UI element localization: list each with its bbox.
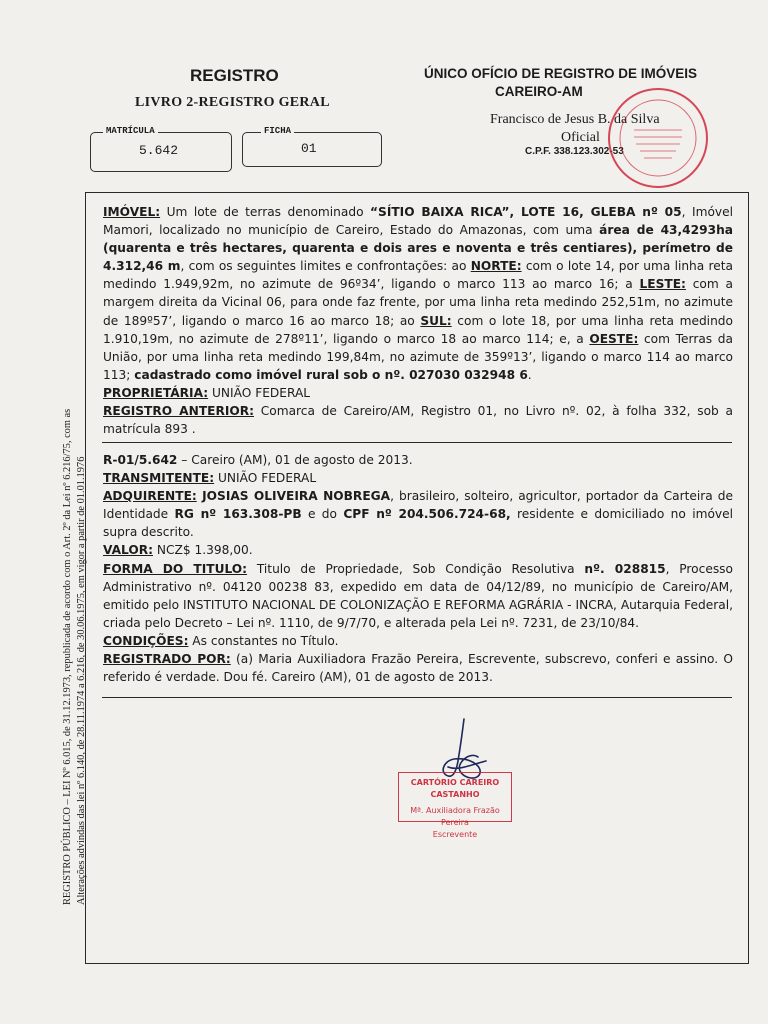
- forma-titulo-text: , Processo Administrativo nº. 04120 00238 83, expedido em data de 04/12/89, no município de Careiro/AM, emitido pelo INSTITUTO NACIONAL DE COLONIZAÇÃO E REFORMA AGRÁRIA - INCRA, Autarquia Federal, criada pelo Decreto – Lei nº. 1110, de 9/7/70, e alterada pela Lei nº. 7231, de 23/10/84.: [103, 561, 733, 630]
- transmitente-line: [103, 469, 733, 487]
- property-section: [103, 203, 733, 438]
- imovel-text: com o lote 14, por uma linha reta medindo 1.949,92m, no azimute de 96º34’, ligando o marco 113 ao marco 16; a: [103, 259, 733, 292]
- valor-value: NCZ$ 1.398,00.: [153, 543, 253, 558]
- adquirente-cpf: CPF nº 204.506.724-68,: [343, 507, 511, 522]
- imovel-text: , com os seguintes limites e confrontações: ao: [180, 259, 471, 274]
- r01-date: – Careiro (AM), 01 de agosto de 2013.: [177, 453, 413, 467]
- forma-titulo-text: Titulo de Propriedade, Sob Condição Resolutiva: [247, 561, 585, 576]
- office-name: ÚNICO OFÍCIO DE REGISTRO DE IMÓVEIS: [424, 66, 698, 81]
- transmitente-value: UNIÃO FEDERAL: [214, 471, 317, 486]
- condicoes-label: CONDIÇÕES:: [103, 633, 189, 648]
- clerk-stamp-role: Escrevente: [432, 830, 478, 839]
- property-description: [103, 203, 733, 384]
- forma-titulo-label: FORMA DO TITULO:: [103, 561, 248, 576]
- proprietaria-label: PROPRIETÁRIA:: [103, 385, 209, 400]
- clerk-stamp: [398, 772, 512, 839]
- r01-number: R-01/5.642: [103, 453, 178, 467]
- registro-anterior-label: REGISTRO ANTERIOR:: [103, 404, 254, 419]
- imovel-text: com a margem direita da Vicinal 06, para onde faz frente, por uma linha reta medindo 252,51m, no azimute de 189º57’, ligando o marco 16 ao marco 18; ao: [103, 277, 733, 328]
- adquirente-text: , brasileiro, solteiro, agricultor, portador da Carteira de Identidade: [103, 489, 733, 522]
- r01-section: [103, 451, 733, 686]
- imovel-cadastro: cadastrado como imóvel rural sob o nº. 027030 032948 6: [134, 367, 528, 382]
- condicoes-value: As constantes no Título.: [188, 633, 339, 648]
- oeste-label: OESTE:: [589, 331, 639, 346]
- adquirente-text: residente e domiciliado no imóvel supra descrito.: [103, 507, 734, 540]
- imovel-name: “SÍTIO BAIXA RICA”, LOTE 16, GLEBA nº 05: [370, 205, 682, 219]
- proprietaria-value: UNIÃO FEDERAL: [208, 385, 311, 400]
- sul-label: SUL:: [420, 313, 452, 328]
- section-divider: [102, 442, 732, 443]
- leste-label: LESTE:: [639, 277, 686, 292]
- section-divider: [102, 697, 732, 698]
- imovel-label: IMÓVEL:: [103, 205, 161, 219]
- ficha-box: [242, 126, 382, 167]
- officer-name: Francisco de Jesus B. da Silva: [490, 112, 660, 127]
- imovel-text: Um lote de terras denominado: [160, 205, 371, 219]
- valor-line: [103, 541, 733, 559]
- ficha-value: 01: [301, 141, 317, 156]
- officer-cpf: C.P.F. 338.123.302-53: [525, 146, 624, 157]
- ficha-label: FICHA: [261, 126, 294, 136]
- transmitente-label: TRANSMITENTE:: [103, 471, 215, 486]
- proprietaria-line: [103, 384, 733, 402]
- side-legal-note-line2: Alterações advindas das lei nº 6.140, de 28.11.1974 a 6.216, de 30.06.1975, em vigor a partir de 01.01.1976: [76, 456, 87, 905]
- adquirente-text: e do: [301, 507, 344, 522]
- imovel-text: , Imóvel Mamori, localizado no município de Careiro, Estado do Amazonas, com uma: [103, 205, 733, 238]
- registro-anterior-line: [103, 402, 733, 438]
- clerk-stamp-name: Mª. Auxiliadora Frazão Pereira: [410, 806, 500, 827]
- official-seal-stamp: [608, 88, 708, 188]
- adquirente-name: JOSIAS OLIVEIRA NOBREGA: [196, 489, 391, 504]
- condicoes-line: [103, 632, 733, 650]
- norte-label: NORTE:: [470, 259, 522, 274]
- officer-role: Oficial: [561, 130, 600, 145]
- side-legal-note-line1: REGISTRO PÚBLICO – LEI Nº 6.015, de 31.12.1973, republicada de acordo com o Art. 2º da Lei nº 6.216/75, com as: [62, 408, 73, 905]
- registrado-por-line: [103, 650, 733, 686]
- adquirente-label: ADQUIRENTE:: [103, 489, 197, 504]
- clerk-stamp-office: CARTÓRIO CAREIRO CASTANHO: [410, 778, 500, 799]
- r01-heading: [103, 451, 733, 469]
- registrado-por-label: REGISTRADO POR:: [103, 652, 231, 667]
- imovel-text: .: [527, 367, 532, 382]
- imovel-text: com o lote 18, por uma linha reta medindo 1.910,19m, no azimute de 278º11’, ligando o marco 18 ao marco 114; e, a: [103, 313, 733, 346]
- adquirente-rg: RG nº 163.308-PB: [174, 507, 302, 522]
- register-subtitle: LIVRO 2-REGISTRO GERAL: [135, 95, 330, 110]
- forma-titulo-number: nº. 028815: [584, 561, 666, 576]
- registro-anterior-value: Comarca de Careiro/AM, Registro 01, no Livro nº. 02, à folha 332, sob a matrícula 893 .: [103, 404, 733, 437]
- office-city: CAREIRO-AM: [495, 84, 583, 99]
- adquirente-line: [103, 487, 733, 541]
- imovel-area: área de 43,4293ha (quarenta e três hectares, quarenta e dois ares e noventa e três centiares), perímetro de 4.312,46 m: [103, 223, 733, 274]
- imovel-text: com Terras da União, por uma linha reta medindo 199,84m, no azimute de 359º13’, ligando o marco 114 ao marco 113;: [103, 331, 733, 382]
- forma-titulo-line: [103, 560, 733, 632]
- registrado-por-value: (a) Maria Auxiliadora Frazão Pereira, Escrevente, subscrevo, conferi e assino. O referido é verdade. Dou fé. Careiro (AM), 01 de agosto de 2013.: [103, 652, 733, 685]
- matricula-box: [90, 126, 232, 172]
- matricula-value: 5.642: [139, 143, 179, 158]
- register-title: REGISTRO: [190, 66, 279, 85]
- valor-label: VALOR:: [103, 543, 153, 558]
- matricula-label: MATRÍCULA: [103, 126, 158, 136]
